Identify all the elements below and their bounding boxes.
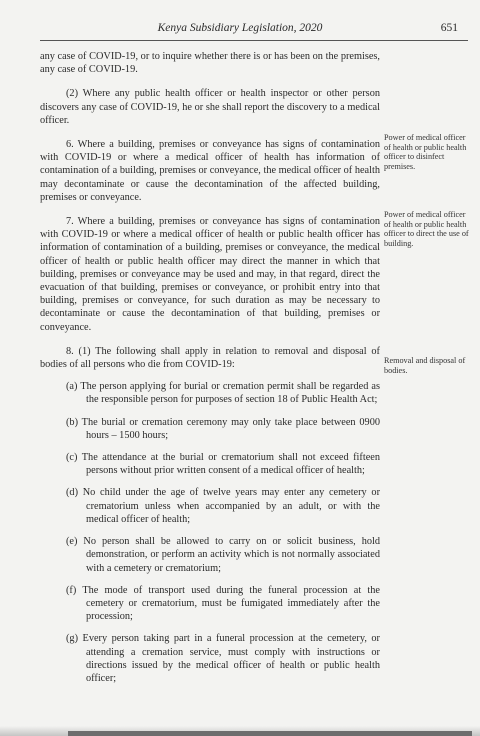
item-label: (f): [66, 584, 77, 596]
section-7: 7. Where a building, premises or conveyance has signs of contamination with COVID-19 or where a medical officer of health or public health officer has information of contamination of a building, premises or conveyance, the medical officer of health or public health officer may direct the manner in which that building, premises or conveyance may be used and may, in that regard, direct the evacuation of that building, premises or conveyance, or prohibit entry into that building, premises or conveyance, for such duration as may be necessary to decontaminate or cause the decontamination of that building, premises or conveyance.: [40, 216, 380, 333]
paragraph-continuation: any case of COVID-19, or to inquire whether there is or has been on the premises, any case of COVID-19.: [40, 51, 380, 76]
page-number: 651: [440, 22, 458, 34]
binding-edge: [68, 731, 472, 736]
side-note-section-8: Removal and disposal of bodies.: [384, 356, 466, 375]
item-text: The burial or cremation ceremony may only take place between 0900 hours – 1500 hours;: [81, 416, 380, 441]
page-header: [0, 22, 480, 38]
side-note-section-6: Power of medical officer of health or public health officer to disinfect premises.: [384, 133, 467, 171]
header-rule: [40, 40, 468, 41]
item-text: Every person taking part in a funeral procession at the cemetery, or attending a cremation service, must comply with instructions or directions issued by the medical officer of health or public health officer;: [82, 633, 380, 684]
list-item: [66, 486, 380, 526]
paragraph-2: (2) Where any public health officer or health inspector or other person discovers any case of COVID-19, he or she shall report the discovery to a medical officer.: [40, 88, 380, 126]
item-text: The attendance at the burial or crematorium shall not exceed fifteen persons without prior written consent of a medical officer of health;: [81, 452, 380, 477]
item-text: No child under the age of twelve years may enter any cemetery or crematorium unless when accompanied by an adult, or with the medical officer of health;: [82, 487, 380, 525]
list-item: [66, 632, 380, 685]
item-label: (b): [66, 416, 79, 428]
item-label: (a): [66, 381, 78, 393]
side-note-section-7: Power of medical officer of health or public health officer to direct the use of building.: [384, 210, 469, 248]
list-item: [66, 380, 380, 406]
document-body: [40, 50, 380, 685]
item-label: (c): [66, 452, 78, 464]
item-label: (e): [66, 536, 78, 548]
list-item: [66, 535, 380, 575]
section-6: 6. Where a building, premises or conveyance has signs of contamination with COVID-19 or where a medical officer of health has information of contamination of a building, premises or conveyance, the medical officer of health may decontaminate or cause the decontamination of the affected building, premises or conveyance.: [40, 139, 380, 203]
item-label: (g): [66, 633, 79, 645]
item-label: (d): [66, 487, 79, 499]
list-item: [66, 584, 380, 624]
section-8-intro: 8. (1) The following shall apply in relation to removal and disposal of bodies of all persons who die from COVID-19:: [40, 345, 380, 371]
header-title: Kenya Subsidiary Legislation, 2020: [157, 22, 323, 34]
item-text: The person applying for burial or cremation permit shall be regarded as the responsible person for purposes of section 18 of Public Health Act;: [80, 381, 381, 406]
item-text: No person shall be allowed to carry on or solicit business, hold demonstration, or perform an activity which is not normally associated with a cemetery or crematorium;: [83, 536, 380, 574]
list-item: [66, 416, 380, 442]
list-item: [66, 451, 380, 477]
item-text: The mode of transport used during the funeral procession at the cemetery or crematorium, must be fumigated immediately after the procession;: [82, 584, 380, 623]
